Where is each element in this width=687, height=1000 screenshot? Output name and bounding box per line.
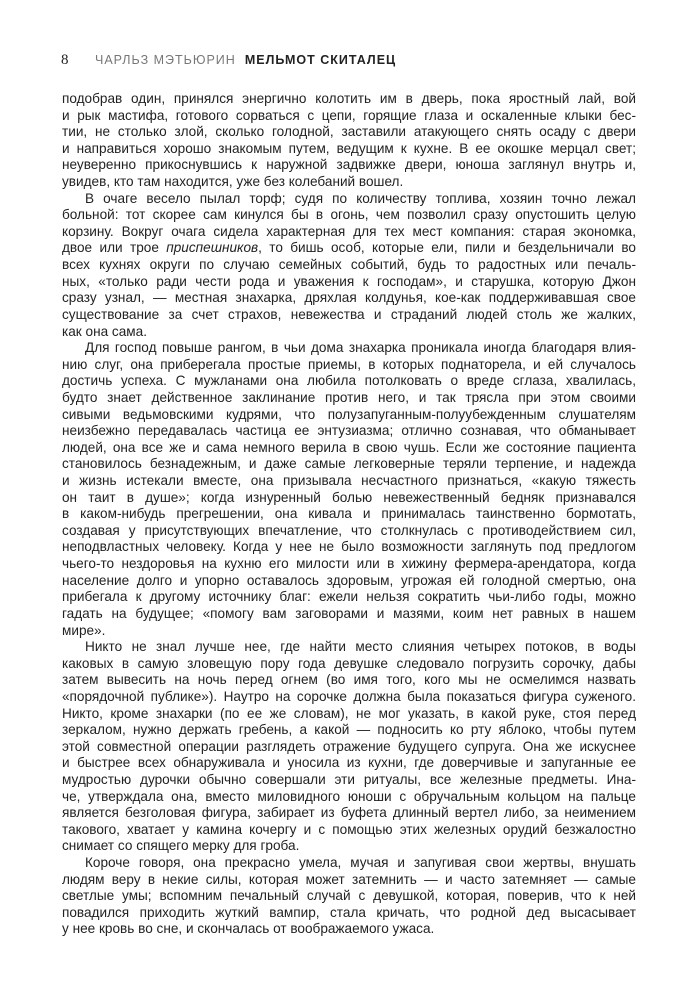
line-text: зеркалом, нужно держать гребень, а какой — подносить ко рту яблоко, чтобы путем [62,722,636,738]
text-line [62,523,636,540]
text-line [62,423,636,440]
text-line [62,672,636,689]
text-line [62,789,636,806]
line-text: Короче говоря, она прекрасно умела, мучая и запугивая свои жертвы, внушать [85,855,636,871]
text-line [62,822,636,839]
line-text: повадился приходить жуткий вампир, стала кричать, что родной дед высасывает [62,904,636,920]
line-text: больной: тот скорее сам кинулся бы в огонь, чем позволил сразу опустошить целую [62,207,636,223]
line-text: затем вывесить на ночь перед огнем (во имя того, кого мы не осмелимся назвать [62,672,636,688]
text-line [62,207,636,224]
text-line [62,157,636,174]
text-line [62,324,636,341]
line-text: неподвластных человеку. Когда у нее не было возможности заглянуть под предлогом [62,539,636,555]
text-line [62,722,636,739]
line-text: население долго и упорно оставалось здоровым, угрожая ей голодной смертью, она [62,572,636,588]
text-line [62,390,636,407]
line-segment: двое или трое [62,240,167,256]
line-text: каковых в самую зловещую пору года девушке следовало погрузить сорочку, дабы [62,655,636,671]
line-text: снимает со спящего мерку для гроба. [62,838,300,854]
line-text: нию слуг, она приберегала простые приемы, в которых поднаторела, и ей случалось [62,356,636,372]
text-line [62,224,636,241]
text-line [62,589,636,606]
text-line [62,440,636,457]
line-text: сивыми ведьмовскими кудрями, что полузапуганным-полуубежденным слушателям [62,406,636,422]
text-line [62,573,636,590]
line-text: неизбежно передавалась частица ее энтузиазма; отлично сознавая, что обманывает [62,423,636,439]
line-text: тии, не столько злой, сколько голодной, заставили атакующего снять осаду с двери [62,124,636,140]
page-number: 8 [61,52,69,68]
text-line [62,606,636,623]
line-text: Для господ повыше рангом, в чьи дома знахарка проникала иногда благодаря влия- [85,340,636,356]
text-line [62,855,636,872]
body-text [62,91,636,938]
paragraph [62,639,636,855]
text-line [62,307,636,324]
line-text: Никто, кроме знахарки (по ее же словам), не мог указать, в какой руке, стоя перед [62,705,636,721]
text-line [62,838,636,855]
line-text: и направиться хорошо знакомым путем, ведущим к кухне. В ее окошке мерцал свет; [62,140,636,156]
line-text: достичь успеха. С мужланами она любила потолковать о вреде сглаза, хвалилась, [62,373,636,389]
text-line [62,506,636,523]
text-line [62,240,636,257]
text-line [62,257,636,274]
text-line [62,739,636,756]
text-line [62,639,636,656]
text-line [62,456,636,473]
text-line [62,872,636,889]
text-line [62,274,636,291]
line-text: «порядочной публике»). Наутро на сорочке должна была показаться фигура суженого. [62,688,636,704]
text-line [62,124,636,141]
line-text: гадать на будущее; «помогу вам заговорами и мазями, коим нет равных в нашем [62,605,636,621]
paragraph [62,855,636,938]
line-text: мире». [62,622,106,638]
line-text: становилось безнадежным, и даже самые легковерные теряли терпение, и надежда [62,456,636,472]
line-text: Никто не знал лучше нее, где найти место слияния четырех потоков, в воды [85,639,636,655]
text-line [62,191,636,208]
line-text: этой совместной операции разглядеть отражение будущего супруга. Она же искуснее [62,738,636,754]
line-text: создавая у присутствующих впечатление, что столкнулась с противодействием сил, [62,522,636,538]
line-segment: , то бишь особ, которые ели, пили и бездельничали во [258,240,636,256]
text-line [62,921,636,938]
line-text: людям веру в некие силы, которая может затемнить — и часто затемняет — самые [62,871,636,887]
line-text: и жизнь истекали вместе, она призывала несчастного признаться, «какую тяжесть [62,473,636,489]
text-line [62,340,636,357]
running-header [61,52,396,69]
text-line [62,539,636,556]
text-line [62,888,636,905]
line-text-mixed [62,240,636,257]
line-text: корзину. Вокруг очага сидела характерная для тех мест компания: старая экономка, [62,223,636,239]
text-line [62,706,636,723]
line-text: че, утверждала она, вместо миловидного юноши с обручальным кольцом на пальце [62,788,636,804]
text-line [62,905,636,922]
text-line [62,772,636,789]
line-text: будто знает действенное заклинание против него, и так трясла при этом своими [62,389,636,405]
line-text: как она сама. [62,323,147,339]
line-text: В очаге весело пылал торф; судя по количеству топлива, хозяин точно лежал [85,190,636,206]
line-text: всех кухнях округи по случаю семейных событий, будь то радостных или печаль- [62,257,636,273]
line-text: светлые умы; вспомним печальный случай с девушкой, которая, поверив, что к ней [62,888,636,904]
text-line [62,656,636,673]
line-text: существование за счет страхов, невежества и страданий людей столь же жалких, [62,306,636,322]
text-line [62,290,636,307]
text-line [62,805,636,822]
text-line [62,91,636,108]
paragraph [62,340,636,639]
book-title: МЕЛЬМОТ СКИТАЛЕЦ [244,53,397,67]
line-text: прибегала к другому источнику благ: ежели нельзя сократить чьи-либо годы, можно [62,589,636,605]
line-text: такового, хватает у камина кочергу и с помощью этих железных орудий безжалостно [62,821,636,837]
line-text: ных, «только ради чести рода и уважения к господам», и старушка, которую Джон [62,273,636,289]
line-text: и рык мастифа, готового сорваться с цепи, горящие глаза и оскаленные клыки бес- [62,107,636,123]
line-text: в каком-нибудь прегрешении, она кивала и принималась таинственно бормотать, [62,506,636,522]
line-text: людей, она все же и сама немного верила в свою чушь. Если же состояние пациента [62,439,636,455]
line-text: он таит в душе»; когда изнуренный болью невежественный бедняк признавался [62,489,636,505]
italic-term: приспешников [166,240,259,256]
text-line [62,357,636,374]
text-line [62,373,636,390]
line-text: неуверенно прикоснувшись к наружной задвижке двери, юноша заглянул внутрь и, [62,157,636,173]
text-line [62,490,636,507]
line-text: подобрав один, принялся энергично колотить им в дверь, пока яростный лай, вой [62,91,636,106]
line-text: и быстрее всех обнаруживала и уносила из кухни, где доверчивые и запуганные ее [62,755,636,771]
line-text: чьего-то нездоровья на кухню его милости или в хижину фермера-арендатора, когда [62,556,636,572]
text-line [62,108,636,125]
text-line [62,689,636,706]
line-text: увидев, кто там находится, уже без колебаний вошел. [62,174,404,190]
text-line [62,755,636,772]
text-line [62,473,636,490]
text-line [62,623,636,640]
text-line [62,407,636,424]
paragraph [62,191,636,340]
text-line [62,141,636,158]
line-text: сразу узнал, — местная знахарка, дряхлая колдунья, кое-как поддерживавшая свое [62,290,636,306]
text-line [62,174,636,191]
text-line [62,556,636,573]
line-text: является безголовая фигура, забирает из буфета длинный вертел либо, за неимением [62,805,636,821]
paragraph [62,91,636,191]
line-text: мудростью дурочки обычно совершали эти ритуалы, все железные предметы. Ина- [62,771,636,787]
line-text: у нее кровь во сне, и скончалась от воображаемого ужаса. [62,921,435,937]
book-author: ЧАРЛЬЗ МЭТЬЮРИН [95,53,236,67]
